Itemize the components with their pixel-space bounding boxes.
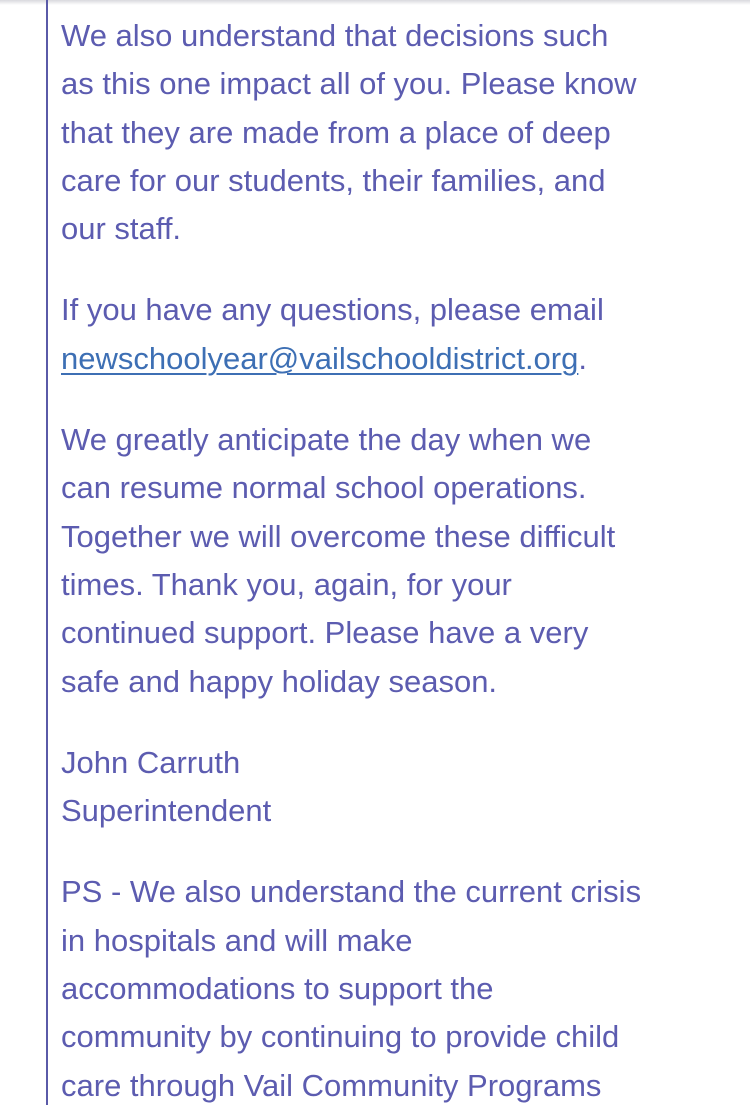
paragraph-anticipate: We greatly anticipate the day when we can resume normal school operations. Together we will overcome these difficult times. Thank you, again, for your continued support. Please have a very safe and happy holiday season. (61, 422, 616, 699)
paragraph-decisions: We also understand that decisions such as this one impact all of you. Please know that they are made from a place of deep care for our students, their families, and our staff. (61, 18, 637, 247)
questions-text: If you have any questions, please email (61, 292, 604, 328)
top-divider (0, 0, 750, 5)
quote-bar (46, 0, 48, 1105)
paragraph-questions (61, 286, 741, 383)
questions-period: . (578, 340, 587, 376)
quoted-message-body[interactable] (61, 12, 741, 1105)
signature-title: Superintendent (61, 793, 272, 829)
postscript: PS - We also understand the current crisis in hospitals and will make accommodations to support the community by continuing to provide child care through Vail Community Programs (61, 874, 642, 1103)
email-link[interactable]: newschoolyear@vailschooldistrict.org (61, 340, 579, 376)
signature-name: John Carruth (61, 744, 241, 780)
signature (61, 739, 741, 836)
